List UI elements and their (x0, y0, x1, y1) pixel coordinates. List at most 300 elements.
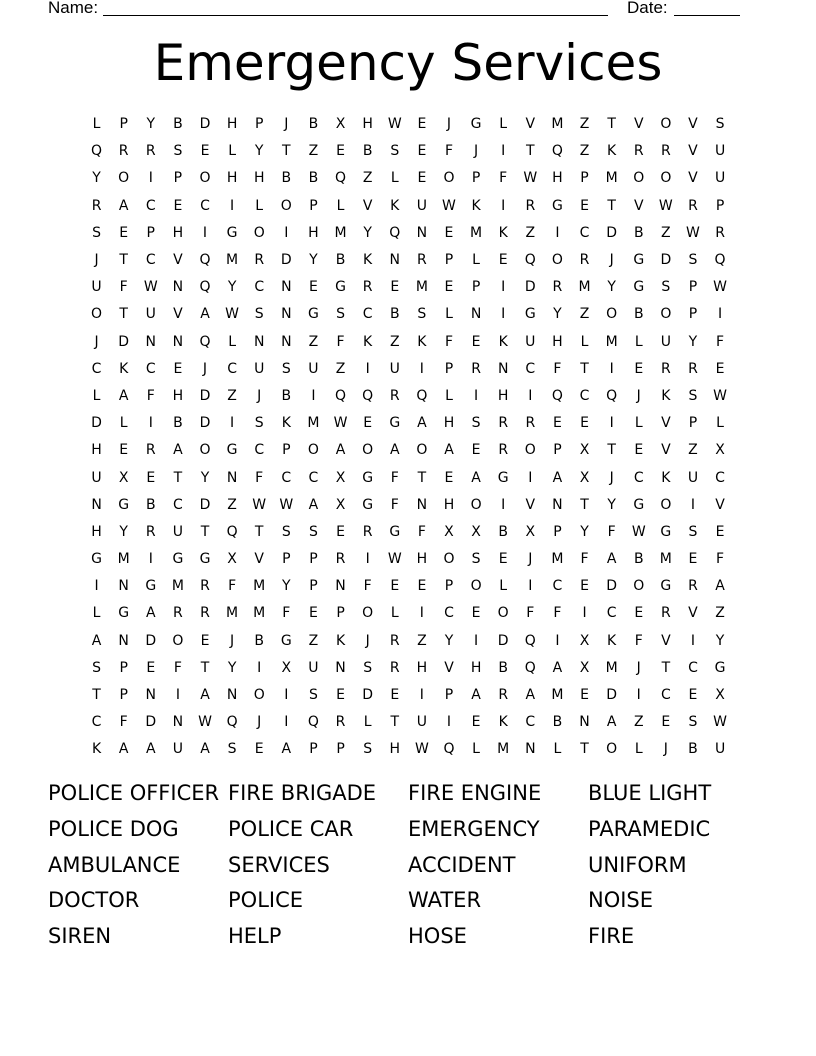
grid-letter[interactable]: J (609, 252, 614, 269)
grid-letter[interactable]: I (284, 714, 289, 731)
grid-letter[interactable]: F (444, 333, 453, 350)
grid-letter[interactable]: V (688, 143, 698, 160)
grid-letter[interactable]: M (226, 605, 239, 622)
grid-letter[interactable]: J (636, 387, 641, 404)
grid-letter[interactable]: F (580, 551, 589, 568)
grid-letter[interactable]: S (254, 306, 264, 323)
grid-letter[interactable]: V (173, 252, 183, 269)
grid-letter[interactable]: F (499, 170, 508, 187)
grid-letter[interactable]: R (145, 143, 156, 160)
grid-letter[interactable]: G (118, 605, 130, 622)
grid-letter[interactable]: E (634, 360, 644, 377)
grid-letter[interactable]: J (94, 333, 99, 350)
grid-letter[interactable]: C (254, 279, 265, 296)
grid-letter[interactable]: C (579, 387, 590, 404)
grid-letter[interactable]: J (257, 714, 262, 731)
grid-letter[interactable]: J (528, 551, 533, 568)
grid-letter[interactable]: M (415, 279, 428, 296)
grid-letter[interactable]: T (200, 523, 210, 540)
grid-letter[interactable]: K (471, 197, 481, 214)
grid-letter[interactable]: W (252, 496, 267, 513)
grid-letter[interactable]: E (715, 523, 725, 540)
grid-letter[interactable]: B (498, 659, 508, 676)
grid-letter[interactable]: S (92, 224, 101, 241)
grid-letter[interactable]: M (117, 551, 130, 568)
grid-letter[interactable]: B (389, 306, 400, 323)
grid-letter[interactable]: Q (362, 387, 374, 404)
grid-letter[interactable]: R (525, 415, 536, 432)
grid-letter[interactable]: A (308, 496, 319, 513)
grid-letter[interactable]: F (282, 605, 291, 622)
grid-letter[interactable]: U (91, 469, 102, 486)
grid-letter[interactable]: F (363, 578, 372, 595)
grid-letter[interactable]: U (308, 659, 319, 676)
grid-letter[interactable]: F (607, 523, 616, 540)
grid-letter[interactable]: A (444, 442, 454, 459)
grid-letter[interactable]: E (390, 279, 400, 296)
grid-letter[interactable]: O (91, 306, 103, 323)
grid-letter[interactable]: M (551, 687, 564, 704)
grid-letter[interactable]: E (661, 714, 671, 731)
grid-letter[interactable]: W (631, 523, 646, 540)
grid-letter[interactable]: N (416, 496, 428, 513)
grid-letter[interactable]: L (119, 415, 128, 432)
grid-letter[interactable]: V (633, 116, 644, 133)
grid-letter[interactable]: K (363, 252, 373, 269)
grid-letter[interactable]: H (253, 170, 265, 187)
grid-letter[interactable]: Y (553, 306, 562, 323)
grid-letter[interactable]: Q (226, 714, 238, 731)
grid-letter[interactable]: K (363, 333, 373, 350)
grid-letter[interactable]: I (501, 197, 506, 214)
grid-letter[interactable]: N (226, 687, 238, 704)
grid-letter[interactable]: H (470, 659, 482, 676)
grid-letter[interactable]: P (444, 252, 454, 269)
grid-letter[interactable]: Q (199, 252, 211, 269)
grid-letter[interactable]: G (280, 632, 292, 649)
grid-letter[interactable]: W (442, 197, 456, 214)
grid-letter[interactable]: G (308, 306, 319, 323)
grid-letter[interactable]: I (419, 605, 424, 622)
grid-letter[interactable]: G (172, 551, 184, 568)
grid-letter[interactable]: I (718, 306, 723, 323)
grid-letter[interactable]: U (525, 333, 536, 350)
grid-letter[interactable]: I (365, 551, 370, 568)
grid-letter[interactable]: V (173, 306, 183, 323)
grid-letter[interactable]: G (145, 578, 157, 595)
grid-letter[interactable]: X (335, 496, 346, 513)
grid-letter[interactable]: T (92, 687, 101, 704)
grid-letter[interactable]: E (200, 143, 210, 160)
grid-letter[interactable]: W (198, 714, 212, 731)
grid-letter[interactable]: O (416, 442, 428, 459)
grid-letter[interactable]: R (525, 197, 536, 214)
grid-letter[interactable]: B (173, 116, 183, 133)
grid-letter[interactable]: D (199, 415, 211, 432)
grid-letter[interactable]: R (389, 387, 400, 404)
grid-letter[interactable]: Z (688, 442, 698, 459)
grid-letter[interactable]: G (199, 551, 211, 568)
grid-letter[interactable]: W (333, 415, 348, 432)
grid-letter[interactable]: E (444, 279, 454, 296)
grid-letter[interactable]: I (555, 632, 560, 649)
grid-letter[interactable]: I (528, 387, 533, 404)
grid-letter[interactable]: B (633, 224, 644, 241)
grid-letter[interactable]: P (471, 279, 481, 296)
grid-letter[interactable]: I (419, 687, 424, 704)
grid-letter[interactable]: D (497, 632, 509, 649)
grid-letter[interactable]: L (499, 116, 508, 133)
grid-letter[interactable]: I (528, 469, 533, 486)
grid-letter[interactable]: S (390, 143, 400, 160)
grid-letter[interactable]: V (362, 197, 373, 214)
grid-letter[interactable]: O (606, 741, 618, 758)
grid-letter[interactable]: O (443, 170, 455, 187)
grid-letter[interactable]: W (523, 170, 538, 187)
grid-letter[interactable]: C (172, 496, 183, 513)
grid-letter[interactable]: R (498, 687, 509, 704)
grid-letter[interactable]: P (282, 442, 291, 459)
grid-letter[interactable]: H (416, 659, 428, 676)
grid-letter[interactable]: Z (579, 143, 590, 160)
grid-letter[interactable]: Y (607, 496, 616, 513)
grid-letter[interactable]: Y (607, 279, 616, 296)
grid-letter[interactable]: F (336, 333, 345, 350)
grid-letter[interactable]: G (335, 279, 346, 296)
grid-letter[interactable]: L (92, 605, 101, 622)
grid-letter[interactable]: R (471, 360, 481, 377)
grid-letter[interactable]: N (281, 333, 292, 350)
grid-letter[interactable]: P (309, 741, 318, 758)
grid-letter[interactable]: I (501, 306, 506, 323)
grid-letter[interactable]: Y (227, 279, 237, 296)
grid-letter[interactable]: G (714, 659, 726, 676)
grid-letter[interactable]: R (498, 442, 509, 459)
grid-letter[interactable]: N (552, 496, 563, 513)
grid-letter[interactable]: D (606, 224, 618, 241)
grid-letter[interactable]: E (580, 415, 589, 432)
grid-letter[interactable]: A (471, 469, 481, 486)
grid-letter[interactable]: A (173, 442, 183, 459)
grid-letter[interactable]: Z (308, 632, 319, 649)
grid-letter[interactable]: I (582, 605, 587, 622)
grid-letter[interactable]: O (443, 551, 455, 568)
grid-letter[interactable]: Q (199, 279, 211, 296)
grid-letter[interactable]: C (444, 605, 454, 622)
grid-letter[interactable]: J (474, 143, 479, 160)
grid-letter[interactable]: H (91, 442, 102, 459)
grid-letter[interactable]: R (200, 578, 210, 595)
grid-letter[interactable]: R (688, 578, 698, 595)
grid-letter[interactable]: X (579, 442, 590, 459)
grid-letter[interactable]: M (253, 605, 266, 622)
grid-letter[interactable]: V (688, 116, 698, 133)
grid-letter[interactable]: O (660, 496, 672, 513)
grid-letter[interactable]: Z (715, 605, 725, 622)
grid-letter[interactable]: R (660, 143, 671, 160)
grid-letter[interactable]: C (633, 469, 644, 486)
grid-letter[interactable]: B (173, 415, 183, 432)
grid-letter[interactable]: D (145, 714, 157, 731)
grid-letter[interactable]: Z (308, 333, 319, 350)
grid-letter[interactable]: J (230, 632, 235, 649)
grid-letter[interactable]: R (579, 252, 590, 269)
grid-letter[interactable]: S (688, 252, 698, 269)
grid-letter[interactable]: A (471, 687, 481, 704)
grid-letter[interactable]: A (145, 605, 156, 622)
grid-letter[interactable]: F (716, 333, 725, 350)
grid-letter[interactable]: L (363, 714, 372, 731)
grid-letter[interactable]: E (363, 415, 373, 432)
grid-letter[interactable]: O (280, 197, 292, 214)
grid-letter[interactable]: M (605, 333, 618, 350)
grid-letter[interactable]: U (660, 333, 671, 350)
grid-letter[interactable]: V (444, 659, 454, 676)
grid-letter[interactable]: H (552, 170, 563, 187)
grid-letter[interactable]: P (444, 578, 454, 595)
grid-letter[interactable]: N (470, 306, 482, 323)
grid-letter[interactable]: C (579, 224, 590, 241)
grid-letter[interactable]: I (365, 360, 370, 377)
grid-letter[interactable]: N (281, 279, 292, 296)
grid-letter[interactable]: P (553, 442, 562, 459)
grid-letter[interactable]: G (633, 252, 645, 269)
grid-letter[interactable]: F (390, 469, 399, 486)
grid-letter[interactable]: U (91, 279, 102, 296)
grid-letter[interactable]: S (308, 523, 318, 540)
grid-letter[interactable]: G (389, 523, 401, 540)
grid-letter[interactable]: Y (200, 469, 210, 486)
grid-letter[interactable]: X (471, 523, 481, 540)
grid-letter[interactable]: S (281, 360, 291, 377)
grid-letter[interactable]: W (143, 279, 158, 296)
grid-letter[interactable]: E (173, 360, 183, 377)
grid-letter[interactable]: I (609, 360, 614, 377)
grid-letter[interactable]: G (551, 197, 563, 214)
grid-letter[interactable]: E (580, 197, 589, 214)
grid-letter[interactable]: K (607, 143, 617, 160)
grid-letter[interactable]: E (498, 252, 508, 269)
grid-letter[interactable]: R (335, 714, 346, 731)
grid-letter[interactable]: N (416, 224, 428, 241)
grid-letter[interactable]: Q (335, 170, 347, 187)
grid-letter[interactable]: Y (309, 252, 318, 269)
grid-letter[interactable]: C (525, 360, 536, 377)
grid-letter[interactable]: D (91, 415, 102, 432)
grid-letter[interactable]: E (471, 714, 481, 731)
grid-letter[interactable]: E (336, 687, 345, 704)
grid-letter[interactable]: B (552, 714, 563, 731)
grid-letter[interactable]: P (119, 116, 128, 133)
grid-letter[interactable]: S (308, 687, 318, 704)
grid-letter[interactable]: V (688, 170, 698, 187)
grid-letter[interactable]: V (525, 496, 536, 513)
grid-letter[interactable]: E (498, 551, 508, 568)
grid-letter[interactable]: E (309, 279, 318, 296)
grid-letter[interactable]: M (578, 279, 591, 296)
grid-letter[interactable]: N (335, 578, 346, 595)
grid-letter[interactable]: C (308, 469, 319, 486)
grid-letter[interactable]: L (553, 741, 562, 758)
grid-letter[interactable]: V (715, 496, 725, 513)
grid-letter[interactable]: X (335, 469, 346, 486)
grid-letter[interactable]: K (661, 387, 671, 404)
grid-letter[interactable]: N (497, 360, 509, 377)
grid-letter[interactable]: P (444, 360, 454, 377)
grid-letter[interactable]: I (474, 387, 479, 404)
grid-letter[interactable]: Z (633, 714, 644, 731)
grid-letter[interactable]: R (688, 197, 698, 214)
grid-letter[interactable]: Q (91, 143, 103, 160)
grid-letter[interactable]: E (119, 442, 129, 459)
grid-letter[interactable]: W (658, 197, 673, 214)
grid-letter[interactable]: C (254, 442, 265, 459)
grid-letter[interactable]: K (417, 333, 427, 350)
grid-letter[interactable]: O (551, 252, 563, 269)
grid-letter[interactable]: W (713, 714, 727, 731)
grid-letter[interactable]: I (148, 551, 153, 568)
grid-letter[interactable]: X (118, 469, 129, 486)
grid-letter[interactable]: E (146, 659, 156, 676)
grid-letter[interactable]: V (525, 116, 536, 133)
grid-letter[interactable]: V (688, 605, 698, 622)
grid-letter[interactable]: Z (661, 224, 671, 241)
grid-letter[interactable]: U (416, 197, 427, 214)
grid-letter[interactable]: E (417, 116, 427, 133)
grid-letter[interactable]: P (119, 687, 128, 704)
grid-letter[interactable]: X (715, 687, 725, 704)
grid-letter[interactable]: Q (226, 523, 238, 540)
grid-letter[interactable]: C (525, 714, 536, 731)
grid-letter[interactable]: V (661, 632, 671, 649)
grid-letter[interactable]: D (606, 578, 618, 595)
grid-letter[interactable]: I (94, 578, 99, 595)
grid-letter[interactable]: I (501, 496, 506, 513)
grid-letter[interactable]: U (172, 523, 183, 540)
grid-letter[interactable]: F (417, 523, 426, 540)
grid-letter[interactable]: B (362, 143, 373, 160)
grid-letter[interactable]: L (634, 333, 643, 350)
grid-letter[interactable]: U (389, 360, 400, 377)
grid-letter[interactable]: L (634, 415, 643, 432)
grid-letter[interactable]: L (228, 143, 236, 160)
grid-letter[interactable]: F (173, 659, 182, 676)
grid-letter[interactable]: P (580, 170, 589, 187)
grid-letter[interactable]: O (660, 306, 672, 323)
grid-letter[interactable]: U (254, 360, 265, 377)
grid-letter[interactable]: N (389, 252, 400, 269)
grid-letter[interactable]: T (661, 659, 671, 676)
grid-letter[interactable]: K (281, 415, 291, 432)
grid-letter[interactable]: G (497, 469, 509, 486)
grid-letter[interactable]: Q (199, 333, 211, 350)
grid-letter[interactable]: H (91, 523, 102, 540)
grid-letter[interactable]: U (145, 306, 156, 323)
grid-letter[interactable]: D (145, 632, 157, 649)
grid-letter[interactable]: J (257, 387, 262, 404)
grid-letter[interactable]: A (389, 442, 400, 459)
grid-letter[interactable]: E (173, 197, 183, 214)
grid-letter[interactable]: G (633, 496, 645, 513)
grid-letter[interactable]: L (92, 116, 101, 133)
grid-letter[interactable]: O (660, 116, 672, 133)
grid-letter[interactable]: L (580, 333, 589, 350)
grid-letter[interactable]: G (226, 442, 238, 459)
grid-letter[interactable]: P (254, 116, 264, 133)
grid-letter[interactable]: D (524, 279, 536, 296)
grid-letter[interactable]: E (336, 523, 345, 540)
grid-letter[interactable]: S (417, 306, 427, 323)
grid-letter[interactable]: E (580, 687, 589, 704)
grid-letter[interactable]: M (605, 659, 618, 676)
grid-letter[interactable]: O (118, 170, 130, 187)
grid-letter[interactable]: P (309, 578, 318, 595)
grid-letter[interactable]: Q (551, 387, 563, 404)
grid-letter[interactable]: I (202, 224, 208, 241)
grid-letter[interactable]: J (663, 741, 668, 758)
grid-letter[interactable]: R (118, 143, 129, 160)
grid-letter[interactable]: Z (579, 116, 590, 133)
grid-letter[interactable]: X (579, 469, 590, 486)
grid-letter[interactable]: Z (227, 387, 237, 404)
grid-letter[interactable]: L (92, 387, 101, 404)
grid-letter[interactable]: B (145, 496, 156, 513)
grid-letter[interactable]: L (390, 605, 399, 622)
grid-letter[interactable]: U (714, 170, 726, 187)
grid-letter[interactable]: D (362, 687, 374, 704)
grid-letter[interactable]: T (282, 143, 291, 160)
grid-letter[interactable]: X (525, 523, 536, 540)
grid-letter[interactable]: T (580, 496, 589, 513)
grid-letter[interactable]: I (230, 197, 235, 214)
grid-letter[interactable]: A (606, 714, 617, 731)
grid-letter[interactable]: H (389, 741, 401, 758)
grid-letter[interactable]: J (609, 469, 614, 486)
grid-letter[interactable]: C (200, 197, 210, 214)
grid-letter[interactable]: N (226, 469, 238, 486)
grid-letter[interactable]: U (308, 360, 319, 377)
grid-letter[interactable]: P (309, 551, 318, 568)
grid-letter[interactable]: E (200, 632, 210, 649)
date-blank-line[interactable] (674, 15, 740, 16)
grid-letter[interactable]: R (173, 605, 183, 622)
grid-letter[interactable]: G (524, 306, 536, 323)
grid-letter[interactable]: L (390, 170, 399, 187)
grid-letter[interactable]: R (254, 252, 265, 269)
grid-letter[interactable]: E (715, 360, 725, 377)
grid-letter[interactable]: A (281, 741, 292, 758)
grid-letter[interactable]: O (633, 170, 645, 187)
grid-letter[interactable]: Z (335, 360, 346, 377)
grid-letter[interactable]: A (91, 632, 102, 649)
grid-letter[interactable]: J (284, 116, 289, 133)
grid-letter[interactable]: O (362, 442, 374, 459)
grid-letter[interactable]: L (445, 306, 453, 323)
grid-letter[interactable]: Y (227, 659, 237, 676)
grid-letter[interactable]: C (227, 360, 237, 377)
grid-letter[interactable]: W (225, 306, 240, 323)
grid-letter[interactable]: O (470, 496, 482, 513)
grid-letter[interactable]: T (580, 360, 589, 377)
grid-letter[interactable]: E (146, 469, 156, 486)
grid-letter[interactable]: K (498, 224, 508, 241)
grid-letter[interactable]: J (636, 659, 641, 676)
grid-letter[interactable]: X (715, 442, 725, 459)
grid-letter[interactable]: W (279, 496, 294, 513)
grid-letter[interactable]: Q (389, 224, 401, 241)
grid-letter[interactable]: U (687, 469, 699, 486)
grid-letter[interactable]: K (119, 360, 129, 377)
